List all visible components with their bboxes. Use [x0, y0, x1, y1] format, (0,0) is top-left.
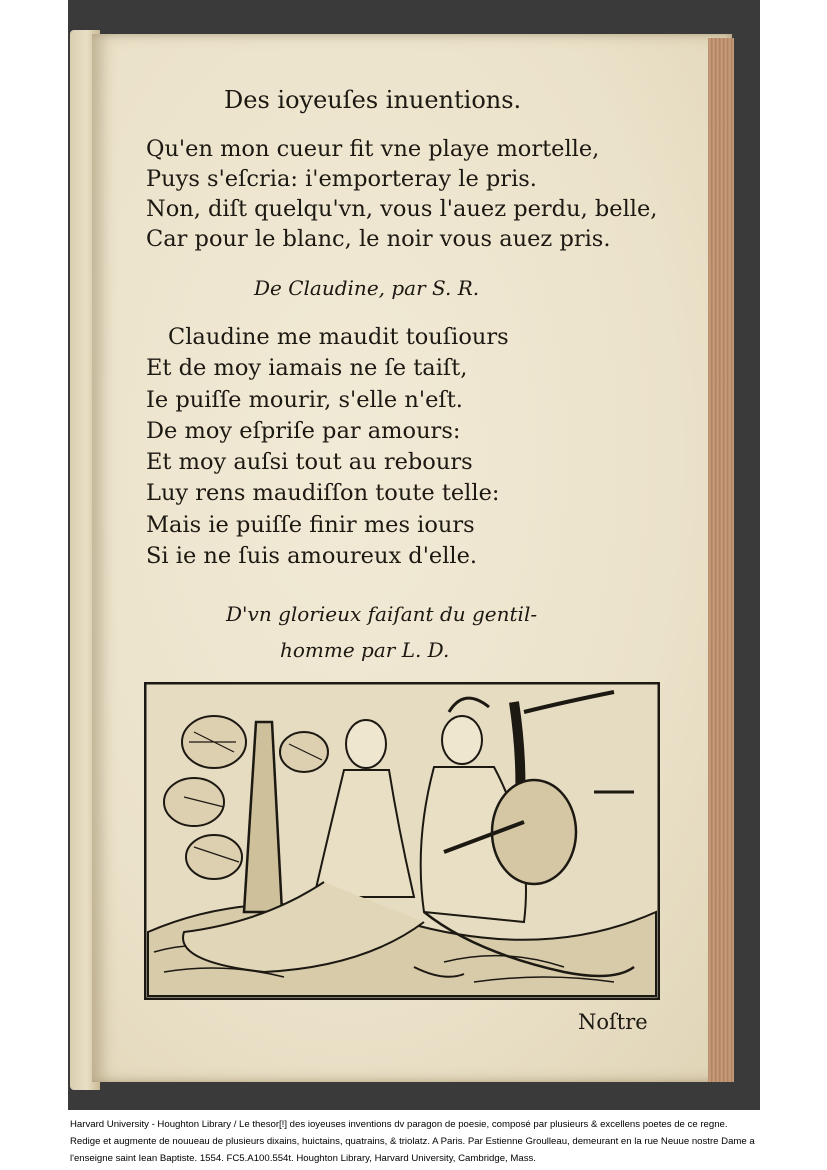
- verse-line: Claudine me maudit touſiours: [168, 324, 509, 350]
- poem-title-line: homme par L. D.: [280, 638, 450, 662]
- verse-line: Si ie ne ſuis amoureux d'elle.: [146, 543, 478, 570]
- woodcut-illustration: [144, 682, 660, 1000]
- book-page: [92, 34, 732, 1082]
- verse-line: Et de moy iamais ne ſe taiſt,: [146, 355, 468, 382]
- catchword: Noſtre: [578, 1010, 648, 1034]
- verse-line: Qu'en mon cueur fit vne playe mortelle,: [146, 136, 600, 162]
- stanza-2: [146, 322, 509, 572]
- verse-line: Luy rens maudiſſon toute telle:: [146, 480, 500, 507]
- verse-line: Car pour le blanc, le noir vous auez pris.: [146, 226, 611, 252]
- library-caption: Harvard University - Houghton Library / Le thesor[!] des ioyeuses inventions dv paragon de poesie, composé par plusieurs & excellens poetes de ce regne. Redige et augmente de nouueau de plusieurs dixains, huictains, quatrains, & triolatz. A Paris. Par Estienne Groulleau, demeurant en la rue Neuue nostre Dame a l'enseigne saint Iean Baptiste. 1554. FC5.A100.554t. Houghton Library, Harvard University, Cambridge, Mass.: [70, 1119, 755, 1164]
- verse-line: Et moy auſsi tout au rebours: [146, 449, 473, 476]
- verse-line: Ie puiſſe mourir, s'elle n'eſt.: [146, 386, 463, 413]
- stanza-1: [146, 134, 657, 254]
- verse-line: Mais ie puiſſe finir mes iours: [146, 511, 475, 538]
- running-head: Des ioyeuſes inuentions.: [224, 86, 522, 114]
- page-fore-edge: [708, 38, 734, 1082]
- verse-line: Non, diſt quelqu'vn, vous l'auez perdu, belle,: [146, 196, 658, 222]
- poem-title-line: D'vn glorieux faiſant du gentil-: [226, 602, 538, 626]
- poem-title-glorieux: [226, 596, 537, 668]
- poem-title-claudine: De Claudine, par S. R.: [254, 276, 480, 300]
- verse-line: Puys s'eſcria: i'emporteray le pris.: [146, 166, 537, 192]
- verse-line: De moy eſpriſe par amours:: [146, 417, 461, 444]
- page-scan: [68, 0, 760, 1110]
